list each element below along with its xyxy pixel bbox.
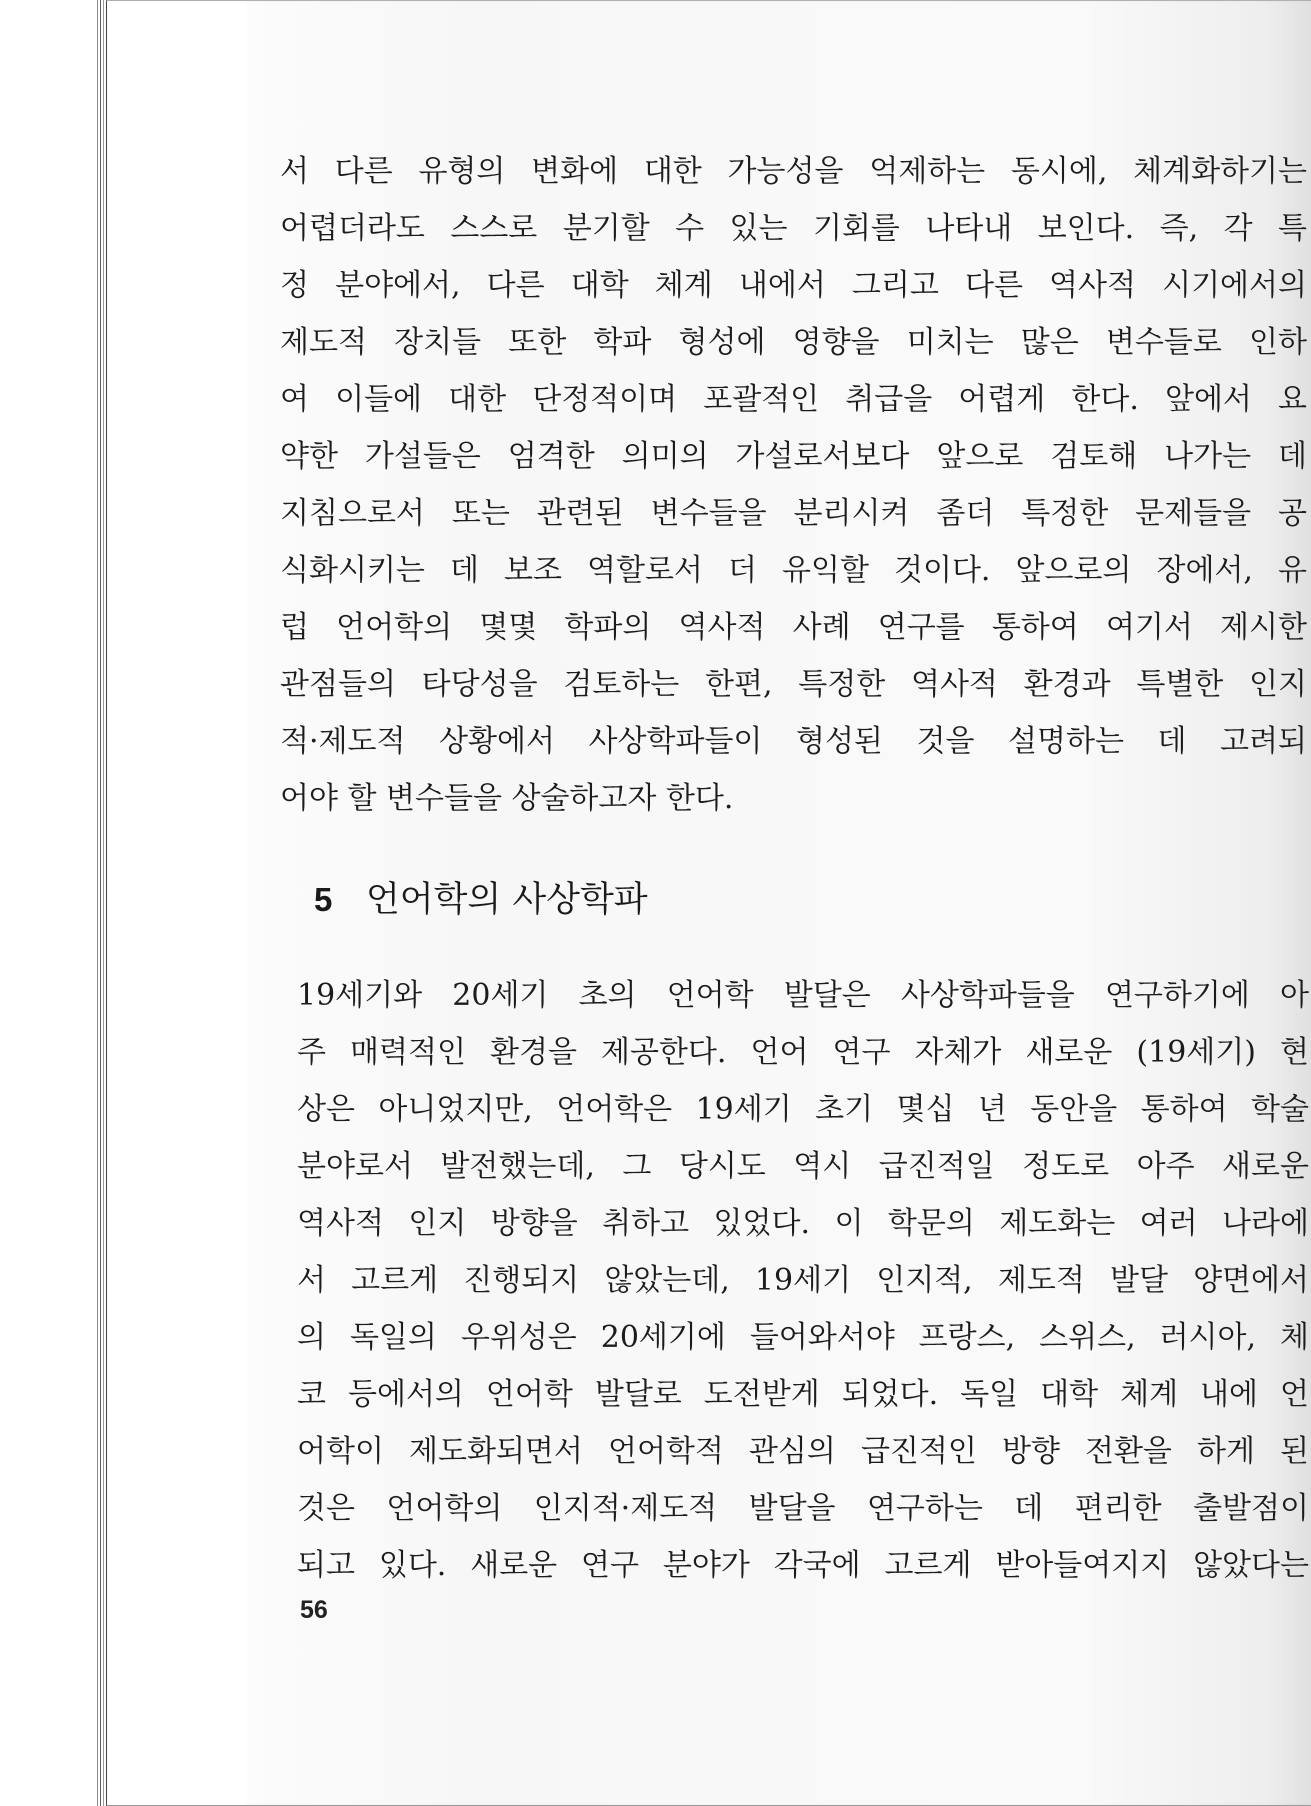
text-line: 것은 언어학의 인지적·제도적 발달을 연구하는 데 편리한 출발점이 [297, 1491, 1309, 1526]
section-title: 언어학의 사상학파 [366, 880, 648, 920]
text-line: 어렵더라도 스스로 분기할 수 있는 기회를 나타내 보인다. 즉, 각 특 [280, 211, 1307, 246]
text-line: 정 분야에서, 다른 대학 체계 내에서 그리고 다른 역사적 시기에서의 [280, 268, 1307, 303]
paragraph-1 [280, 143, 1307, 827]
text-line: 상은 아니었지만, 언어학은 19세기 초기 몇십 년 동안을 통하여 학술 [297, 1092, 1309, 1127]
paragraph-2 [297, 967, 1309, 1594]
text-line: 약한 가설들은 엄격한 의미의 가설로서보다 앞으로 검토해 나가는 데 [280, 439, 1307, 474]
text-line: 적·제도적 상황에서 사상학파들이 형성된 것을 설명하는 데 고려되 [280, 724, 1307, 759]
text-line: 주 매력적인 환경을 제공한다. 언어 연구 자체가 새로운 (19세기) 현 [297, 1035, 1309, 1070]
text-line: 의 독일의 우위성은 20세기에 들어와서야 프랑스, 스위스, 러시아, 체 [297, 1320, 1309, 1355]
text-line: 관점들의 타당성을 검토하는 한편, 특정한 역사적 환경과 특별한 인지 [280, 667, 1307, 702]
text-line: 어학이 제도화되면서 언어학적 관심의 급진적인 방향 전환을 하게 된 [297, 1434, 1309, 1469]
text-line: 19세기와 20세기 초의 언어학 발달은 사상학파들을 연구하기에 아 [297, 978, 1309, 1013]
text-line: 분야로서 발전했는데, 그 당시도 역시 급진적일 정도로 아주 새로운 [297, 1149, 1309, 1184]
text-line: 제도적 장치들 또한 학파 형성에 영향을 미치는 많은 변수들로 인하 [280, 325, 1307, 360]
text-line: 서 고르게 진행되지 않았는데, 19세기 인지적, 제도적 발달 양면에서 [297, 1263, 1309, 1298]
page-number: 56 [300, 1596, 328, 1624]
text-line: 역사적 인지 방향을 취하고 있었다. 이 학문의 제도화는 여러 나라에 [297, 1206, 1309, 1241]
section-number: 5 [314, 881, 333, 918]
text-line: 식화시키는 데 보조 역할로서 더 유익할 것이다. 앞으로의 장에서, 유 [280, 553, 1307, 588]
text-line: 서 다른 유형의 변화에 대한 가능성을 억제하는 동시에, 체계화하기는 [280, 154, 1307, 189]
text-line: 럽 언어학의 몇몇 학파의 역사적 사례 연구를 통하여 여기서 제시한 [280, 610, 1307, 645]
text-line: 코 등에서의 언어학 발달로 도전받게 되었다. 독일 대학 체계 내에 언 [297, 1377, 1309, 1412]
book-page [106, 0, 1311, 1806]
section-heading [314, 874, 648, 926]
text-line: 되고 있다. 새로운 연구 분야가 각국에 고르게 받아들여지지 않았다는 [297, 1548, 1309, 1583]
text-line: 지침으로서 또는 관련된 변수들을 분리시켜 좀더 특정한 문제들을 공 [280, 496, 1307, 531]
text-line: 여 이들에 대한 단정적이며 포괄적인 취급을 어렵게 한다. 앞에서 요 [280, 382, 1307, 417]
text-line: 어야 할 변수들을 상술하고자 한다. [280, 781, 734, 816]
